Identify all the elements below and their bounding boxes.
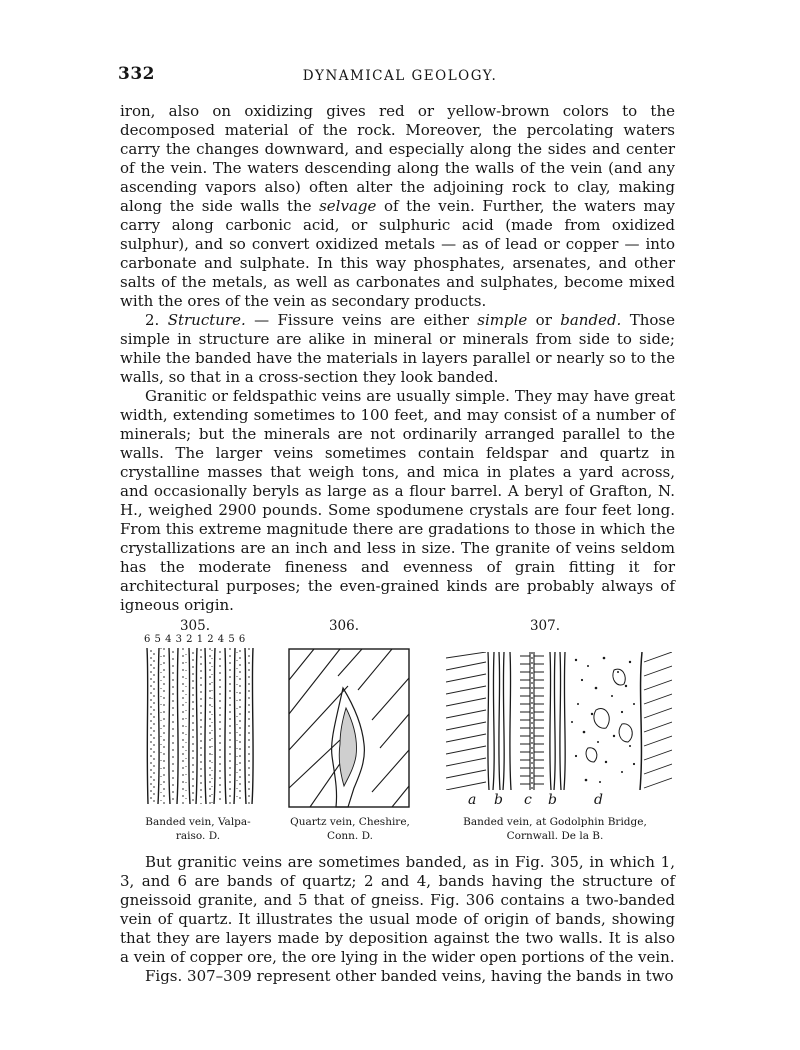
structure-heading: Structure. (167, 311, 246, 329)
paragraph-2-structure: 2. Structure. — Fissure veins are either simple or banded. Those simple in structure are alike in mineral or minerals from side to side; while the banded have the materials in layers parallel or nearly so to the walls, so that in a cross-section they look banded. (120, 311, 675, 386)
band-letter-a: a (468, 792, 477, 808)
figure-307-caption: Banded vein, at Godolphin Bridge, Cornwall. De la B. (463, 816, 647, 842)
figure-306-number: 306. (328, 618, 360, 634)
banded-term: banded. (560, 311, 622, 329)
figure-305-banded-vein-illustration (145, 648, 255, 804)
selvage-term: selvage (319, 197, 377, 215)
band-letter-b-right: b (548, 792, 557, 808)
figure-306-caption: Quartz vein, Cheshire, Conn. D. (290, 816, 410, 842)
band-letter-b-left: b (494, 792, 503, 808)
figure-306-quartz-vein-illustration (288, 648, 410, 808)
figure-307-banded-vein-illustration (446, 652, 672, 790)
band-letter-d: d (594, 792, 603, 808)
simple-term: simple (477, 311, 528, 329)
paragraph-1: iron, also on oxidizing gives red or yellow-brown colors to the decomposed material of the rock. Moreover, the percolating waters carry the changes downward, and especially along the sides and center of the vein. The waters descending along the walls of the vein (and any ascending vapors also) often alter the adjoining rock to clay, making along the side walls the selvage of the vein. Further, the waters may carry along carbonic acid, or sulphuric acid (made from oxidized sulphur), and so convert oxidized metals — as of lead or copper — into carbonate and sulphate. In this way phosphates, arsenates, and other salts of the metals, as well as carbonates and sulphates, become mixed with the ores of the vein as secondary products. (120, 102, 675, 310)
running-head: DYNAMICAL GEOLOGY. (302, 68, 498, 84)
page-number: 332 (118, 64, 155, 84)
paragraph-4-banded-granitic: But granitic veins are sometimes banded, as in Fig. 305, in which 1, 3, and 6 are bands of quartz; 2 and 4, bands having the structure of gneissoid granite, and 5 that of gneiss. Fig. 306 contains a two-banded vein of quartz. It illustrates the usual mode of origin of bands, showing that they are layers made by deposition against the two walls. It is also a vein of copper ore, the ore lying in the wider open portions of the vein. (120, 853, 675, 966)
figure-307-number: 307. (529, 618, 561, 634)
body-text-bottom (120, 853, 675, 986)
paragraph-5-figs-307-309: Figs. 307–309 represent other banded veins, having the bands in two (145, 967, 674, 985)
figure-305-caption: Banded vein, Valpa- raiso. D. (145, 816, 251, 842)
figure-305-number: 305. (179, 618, 211, 634)
body-text-top (120, 102, 675, 615)
figure-305-band-labels: 6 5 4 3 2 1 2 4 5 6 (144, 634, 246, 645)
band-letter-c: c (524, 792, 532, 808)
paragraph-3-granitic: Granitic or feldspathic veins are usually simple. They may have great width, extending sometimes to 100 feet, and may consist of a number of minerals; but the minerals are not ordinarily arranged parallel to the walls. The larger veins sometimes contain feldspar and quartz in crystalline masses that weigh tons, and mica in plates a yard across, and occasionally beryls as large as a flour barrel. A beryl of Grafton, N. H., weighed 2900 pounds. Some spodumene crystals are four feet long. From this extreme magnitude there are gradations to those in which the crystallizations are an inch and less in size. The granite of veins seldom has the moderate fineness and evenness of grain fitting it for architectural purposes; the even-grained kinds are probably always of igneous origin. (120, 387, 675, 614)
